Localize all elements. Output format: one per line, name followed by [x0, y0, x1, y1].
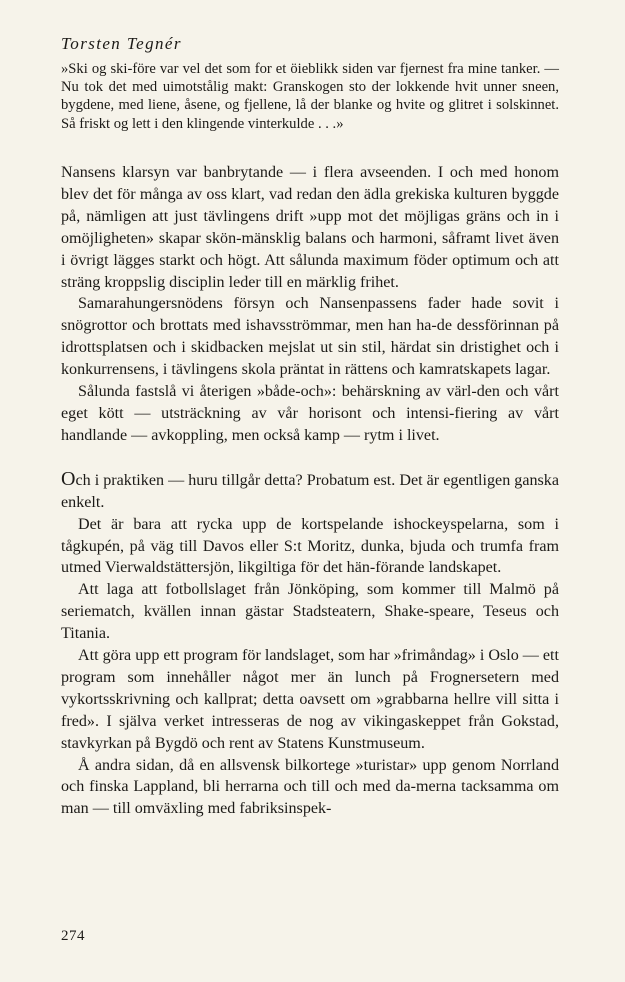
- section-opening-text: ch i praktiken — huru tillgår detta? Probatum est. Det är egentligen ganska enkelt.: [61, 471, 559, 511]
- page-number: 274: [61, 928, 85, 944]
- paragraph-ishockey: Det är bara att rycka upp de kortspelande ishockeyspelarna, som i tågkupén, på väg till Davos eller S:t Moritz, dunka, bjuda och trumfa fram utmed Vierwaldstättersjön, likgiltiga för det hän-förande landskapet.: [61, 515, 559, 577]
- running-head: Torsten Tegnér: [61, 34, 182, 53]
- paragraph-baade-och: Sålunda fastslå vi återigen »både-och»: behärskning av värl-den och vårt eget kött — utsträckning av vår horisont och intensi-fiering av vårt handlande — avkoppling, men också kamp — rytm i livet.: [61, 383, 559, 444]
- norwegian-quote-block: [61, 60, 559, 133]
- paragraph-nansen: Nansens klarsyn var banbrytande — i flera avseenden. I och med honom blev det för många av oss klart, vad redan den ädla grekiska kulturen byggde på, nämligen att just tävlingens drift »upp mot det möjligas gräns och in i omöjligheten» skapar skön-mänsklig balans och harmoni, såframt livet även i övrigt lägges starkt och högt. Att sålunda maximum föder optimum och att sträng kroppslig disciplin leder till en märklig frihet.: [61, 164, 559, 291]
- paragraph-praktiken: [61, 469, 559, 514]
- paragraph-landslaget: Att göra upp ett program för landslaget, som har »frimåndag» i Oslo — ett program som innehåller något mer än lunch på Frognersetern med vykortsskrivning och kallprat; detta oavsett om »grabbarna hellre vill sitta i fred». I själva verket intresseras de nog av vikingaskeppet från Gokstad, stavkyrkan på Bygdö och rent av Statens Kunstmuseum.: [61, 647, 559, 752]
- section-initial-letter: O: [61, 467, 76, 490]
- paragraph-fotbollslaget: Att laga att fotbollslaget från Jönköping, som kommer till Malmö på seriematch, kvällen innan gästar Stadsteatern, Shake-speare, Teseus och Titania.: [61, 581, 559, 643]
- quote-paragraph: »Ski og ski-före var vel det som for et öieblikk siden var fjernest fra mine tanker. — Nu tok det med uimotstålig makt: Granskogen sto der lokkende hvit unner sneen, bygdene, med liene, åsene, og fjellene, lå der blanke og hvite og glitret i solskinnet. Så friskt og lett i den klingende vinterkulde . . .»: [61, 61, 559, 132]
- main-text: [61, 162, 559, 820]
- paragraph-samarahungersnod: Samarahungersnödens försyn och Nansenpassens fader hade sovit i snögrottor och brottats med ishavsströmmar, men han ha-de dessförinnan på idrottsplatsen och i skidbacken mejslat ut sin stil, härdat sin dristighet och i konkurrensens, i tävlingens skola präntat in rättens och kamratskapets lagar.: [61, 295, 559, 379]
- paragraph-bilkortege: Å andra sidan, då en allsvensk bilkortege »turistar» upp genom Norrland och finska Lappland, bli herrarna och till och med da-merna tacksamma om man — till omväxling med fabriksinspek-: [61, 756, 559, 818]
